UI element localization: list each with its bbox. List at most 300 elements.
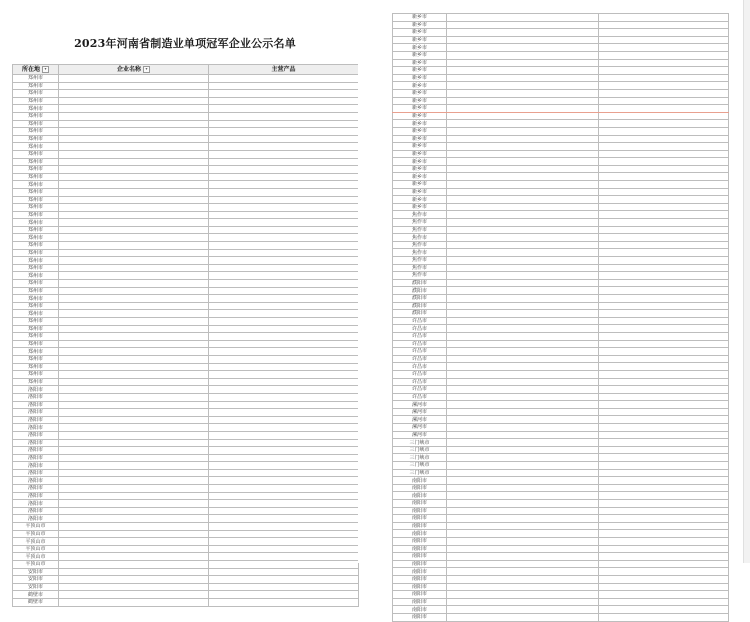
table-row[interactable] xyxy=(393,249,729,257)
table-row[interactable] xyxy=(393,310,729,318)
cell-product xyxy=(599,507,729,515)
cell-company-name xyxy=(447,484,599,492)
table-row[interactable] xyxy=(393,386,729,394)
table-row[interactable] xyxy=(13,181,359,189)
cell-product xyxy=(209,135,359,143)
table-row[interactable] xyxy=(393,196,729,204)
table-row[interactable] xyxy=(13,211,359,219)
cell-company-name xyxy=(447,29,599,37)
table-row[interactable] xyxy=(13,424,359,432)
table-row[interactable] xyxy=(13,158,359,166)
cell-area: 南阳市 xyxy=(393,583,447,591)
cell-company-name xyxy=(447,150,599,158)
cell-company-name xyxy=(447,74,599,82)
table-row[interactable] xyxy=(393,272,729,280)
cell-product xyxy=(209,264,359,272)
table-row[interactable] xyxy=(393,408,729,416)
table-row[interactable] xyxy=(13,371,359,379)
cell-company-name xyxy=(59,264,209,272)
table-row[interactable] xyxy=(13,249,359,257)
table-row[interactable] xyxy=(13,500,359,508)
cell-area: 新乡市 xyxy=(393,181,447,189)
cell-product xyxy=(599,416,729,424)
cell-company-name xyxy=(59,485,209,493)
table-row[interactable] xyxy=(393,325,729,333)
cell-product xyxy=(209,173,359,181)
table-row[interactable] xyxy=(13,538,359,546)
header-product[interactable] xyxy=(209,65,359,75)
cell-company-name xyxy=(447,219,599,227)
cell-area: 南阳市 xyxy=(393,500,447,508)
table-row[interactable] xyxy=(13,166,359,174)
cell-product xyxy=(599,150,729,158)
table-row[interactable] xyxy=(13,393,359,401)
table-row[interactable] xyxy=(13,507,359,515)
cell-product xyxy=(599,272,729,280)
cell-area: 南阳市 xyxy=(393,522,447,530)
table-row[interactable] xyxy=(13,454,359,462)
table-row[interactable] xyxy=(13,150,359,158)
table-row[interactable] xyxy=(393,287,729,295)
cell-area: 新乡市 xyxy=(393,105,447,113)
table-row[interactable] xyxy=(393,424,729,432)
cell-company-name xyxy=(59,538,209,546)
cell-company-name xyxy=(59,204,209,212)
cell-company-name xyxy=(447,97,599,105)
table-row[interactable] xyxy=(393,484,729,492)
table-row[interactable] xyxy=(393,127,729,135)
table-row[interactable] xyxy=(393,181,729,189)
cell-product xyxy=(599,355,729,363)
table-row[interactable] xyxy=(393,51,729,59)
left-page xyxy=(12,13,358,606)
cell-area: 洛阳市 xyxy=(13,515,59,523)
cell-product xyxy=(209,204,359,212)
table-row[interactable] xyxy=(13,75,359,83)
table-row[interactable] xyxy=(13,591,359,599)
cell-area: 鹤壁市 xyxy=(13,591,59,599)
table-row[interactable] xyxy=(13,576,359,584)
cell-product xyxy=(599,378,729,386)
cell-product xyxy=(599,158,729,166)
table-row[interactable] xyxy=(393,560,729,568)
cell-area: 郑州市 xyxy=(13,188,59,196)
cell-product xyxy=(209,363,359,371)
cell-area: 南阳市 xyxy=(393,575,447,583)
table-row[interactable] xyxy=(393,500,729,508)
cell-product xyxy=(599,568,729,576)
table-row[interactable] xyxy=(393,477,729,485)
cell-product xyxy=(209,447,359,455)
table-row[interactable] xyxy=(393,97,729,105)
table-row[interactable] xyxy=(13,310,359,318)
table-row[interactable] xyxy=(13,583,359,591)
cell-product xyxy=(599,317,729,325)
cell-company-name xyxy=(447,82,599,90)
cell-area: 郑州市 xyxy=(13,204,59,212)
cell-company-name xyxy=(59,591,209,599)
table-row[interactable] xyxy=(393,21,729,29)
cell-product xyxy=(209,128,359,136)
cell-company-name xyxy=(447,454,599,462)
cell-product xyxy=(599,477,729,485)
cell-company-name xyxy=(59,188,209,196)
table-row[interactable] xyxy=(13,143,359,151)
table-row[interactable] xyxy=(393,294,729,302)
table-row[interactable] xyxy=(13,545,359,553)
cell-product xyxy=(599,575,729,583)
cell-company-name xyxy=(59,545,209,553)
table-row[interactable] xyxy=(393,302,729,310)
table-row[interactable] xyxy=(393,370,729,378)
cell-product xyxy=(209,112,359,120)
cell-area: 郑州市 xyxy=(13,355,59,363)
table-row[interactable] xyxy=(13,112,359,120)
table-row[interactable] xyxy=(13,355,359,363)
table-row[interactable] xyxy=(393,74,729,82)
cell-area: 许昌市 xyxy=(393,340,447,348)
cell-area: 许昌市 xyxy=(393,325,447,333)
cell-company-name xyxy=(447,287,599,295)
table-row[interactable] xyxy=(13,295,359,303)
cell-area: 新乡市 xyxy=(393,67,447,75)
table-row[interactable] xyxy=(393,203,729,211)
cell-product xyxy=(209,371,359,379)
cell-product xyxy=(599,294,729,302)
table-row[interactable] xyxy=(13,272,359,280)
cell-area: 新乡市 xyxy=(393,203,447,211)
table-row[interactable] xyxy=(393,545,729,553)
table-row[interactable] xyxy=(13,97,359,105)
table-row[interactable] xyxy=(393,393,729,401)
table-row[interactable] xyxy=(393,431,729,439)
table-row[interactable] xyxy=(13,264,359,272)
table-row[interactable] xyxy=(13,568,359,576)
table-row[interactable] xyxy=(13,105,359,113)
table-row[interactable] xyxy=(393,226,729,234)
cell-company-name xyxy=(447,257,599,265)
cell-product xyxy=(599,120,729,128)
cell-product xyxy=(599,226,729,234)
table-row[interactable] xyxy=(393,439,729,447)
cell-area: 郑州市 xyxy=(13,128,59,136)
table-row[interactable] xyxy=(13,462,359,470)
table-row[interactable] xyxy=(13,302,359,310)
cell-area: 三门峡市 xyxy=(393,446,447,454)
cell-product xyxy=(599,143,729,151)
table-row[interactable] xyxy=(393,522,729,530)
table-row[interactable] xyxy=(13,401,359,409)
scrollbar[interactable] xyxy=(743,0,750,563)
table-row[interactable] xyxy=(393,135,729,143)
table-row[interactable] xyxy=(393,279,729,287)
cell-area: 郑州市 xyxy=(13,242,59,250)
table-row[interactable] xyxy=(13,469,359,477)
table-row[interactable] xyxy=(393,29,729,37)
cell-company-name xyxy=(447,598,599,606)
cell-product xyxy=(599,127,729,135)
cell-company-name xyxy=(447,143,599,151)
cell-product xyxy=(209,196,359,204)
cell-product xyxy=(599,196,729,204)
table-row[interactable] xyxy=(13,348,359,356)
cell-company-name xyxy=(447,310,599,318)
cell-product xyxy=(599,515,729,523)
cell-product xyxy=(599,446,729,454)
cell-area: 漯河市 xyxy=(393,401,447,409)
cell-company-name xyxy=(447,211,599,219)
cell-area: 郑州市 xyxy=(13,318,59,326)
table-row[interactable] xyxy=(393,606,729,614)
table-row[interactable] xyxy=(393,44,729,52)
cell-area: 郑州市 xyxy=(13,150,59,158)
cell-product xyxy=(599,522,729,530)
cell-company-name xyxy=(447,439,599,447)
table-row[interactable] xyxy=(393,530,729,538)
table-row[interactable] xyxy=(13,416,359,424)
table-row[interactable] xyxy=(13,135,359,143)
cell-product xyxy=(599,44,729,52)
table-row[interactable] xyxy=(393,591,729,599)
cell-area: 焦作市 xyxy=(393,219,447,227)
cell-product xyxy=(209,545,359,553)
cell-company-name xyxy=(59,583,209,591)
cell-company-name xyxy=(447,59,599,67)
table-row[interactable] xyxy=(13,340,359,348)
table-row[interactable] xyxy=(393,462,729,470)
header-area[interactable] xyxy=(13,65,59,75)
cell-area: 许昌市 xyxy=(393,332,447,340)
cell-product xyxy=(599,530,729,538)
cell-company-name xyxy=(59,226,209,234)
table-row[interactable] xyxy=(13,188,359,196)
table-row[interactable] xyxy=(393,143,729,151)
cell-area: 洛阳市 xyxy=(13,454,59,462)
cell-company-name xyxy=(447,135,599,143)
table-row[interactable] xyxy=(13,257,359,265)
cell-area: 焦作市 xyxy=(393,241,447,249)
table-row[interactable] xyxy=(393,188,729,196)
table-row[interactable] xyxy=(393,150,729,158)
cell-area: 郑州市 xyxy=(13,120,59,128)
cell-area: 郑州市 xyxy=(13,272,59,280)
cell-product xyxy=(599,21,729,29)
cell-area: 漯河市 xyxy=(393,431,447,439)
table-row[interactable] xyxy=(393,241,729,249)
cell-company-name xyxy=(447,507,599,515)
cell-product xyxy=(599,211,729,219)
table-row[interactable] xyxy=(393,67,729,75)
cell-company-name xyxy=(59,416,209,424)
cell-product xyxy=(599,408,729,416)
cell-company-name xyxy=(447,530,599,538)
cell-area: 南阳市 xyxy=(393,515,447,523)
cell-area: 新乡市 xyxy=(393,112,447,120)
table-row[interactable] xyxy=(13,173,359,181)
table-row[interactable] xyxy=(393,340,729,348)
cell-product xyxy=(599,469,729,477)
cell-area: 焦作市 xyxy=(393,234,447,242)
cell-product xyxy=(599,500,729,508)
cell-company-name xyxy=(59,166,209,174)
table-row[interactable] xyxy=(393,348,729,356)
table-row[interactable] xyxy=(13,386,359,394)
table-row[interactable] xyxy=(13,553,359,561)
table-row[interactable] xyxy=(393,537,729,545)
table-row[interactable] xyxy=(13,90,359,98)
cell-company-name xyxy=(447,51,599,59)
table-row[interactable] xyxy=(13,226,359,234)
table-row[interactable] xyxy=(13,561,359,569)
table-row[interactable] xyxy=(393,105,729,113)
cell-company-name xyxy=(59,333,209,341)
cell-company-name xyxy=(59,82,209,90)
cell-product xyxy=(599,492,729,500)
page-title: 2023年河南省制造业单项冠军企业公示名单 xyxy=(74,37,296,50)
table-row[interactable] xyxy=(393,59,729,67)
table-row[interactable] xyxy=(13,409,359,417)
cell-company-name xyxy=(59,523,209,531)
cell-company-name xyxy=(447,264,599,272)
cell-area: 许昌市 xyxy=(393,393,447,401)
table-row[interactable] xyxy=(13,447,359,455)
table-row[interactable] xyxy=(13,234,359,242)
cell-area: 郑州市 xyxy=(13,310,59,318)
table-row[interactable] xyxy=(393,264,729,272)
table-row[interactable] xyxy=(13,492,359,500)
table-row[interactable] xyxy=(393,120,729,128)
table-row[interactable] xyxy=(393,89,729,97)
cell-area: 洛阳市 xyxy=(13,447,59,455)
table-row[interactable] xyxy=(13,242,359,250)
table-row[interactable] xyxy=(393,515,729,523)
table-row[interactable] xyxy=(13,363,359,371)
cell-product xyxy=(209,469,359,477)
table-row[interactable] xyxy=(393,568,729,576)
table-row[interactable] xyxy=(13,128,359,136)
cell-area: 郑州市 xyxy=(13,257,59,265)
cell-company-name xyxy=(447,606,599,614)
cell-product xyxy=(599,234,729,242)
table-row[interactable] xyxy=(393,454,729,462)
cell-product xyxy=(209,507,359,515)
table-row[interactable] xyxy=(393,211,729,219)
table-row[interactable] xyxy=(393,583,729,591)
cell-product xyxy=(599,279,729,287)
table-row[interactable] xyxy=(393,401,729,409)
cell-product xyxy=(209,416,359,424)
cell-company-name xyxy=(59,568,209,576)
table-row[interactable] xyxy=(393,469,729,477)
table-row[interactable] xyxy=(393,332,729,340)
cell-company-name xyxy=(447,363,599,371)
table-row[interactable] xyxy=(13,287,359,295)
table-row[interactable] xyxy=(13,523,359,531)
cell-area: 洛阳市 xyxy=(13,462,59,470)
cell-area: 南阳市 xyxy=(393,492,447,500)
filter-dropdown-icon[interactable]: ▾ xyxy=(143,66,150,73)
table-row[interactable] xyxy=(13,280,359,288)
table-row[interactable] xyxy=(393,553,729,561)
table-row[interactable] xyxy=(393,165,729,173)
table-row[interactable] xyxy=(13,219,359,227)
table-row[interactable] xyxy=(393,575,729,583)
table-row[interactable] xyxy=(13,333,359,341)
cell-area: 洛阳市 xyxy=(13,492,59,500)
table-row[interactable] xyxy=(13,378,359,386)
filter-dropdown-icon[interactable]: ▾ xyxy=(42,66,49,73)
table-row[interactable] xyxy=(13,431,359,439)
cell-company-name xyxy=(447,522,599,530)
table-row[interactable] xyxy=(393,598,729,606)
cell-area: 洛阳市 xyxy=(13,386,59,394)
table-row[interactable] xyxy=(13,530,359,538)
table-row[interactable] xyxy=(393,112,729,120)
cell-area: 南阳市 xyxy=(393,537,447,545)
cell-product xyxy=(599,537,729,545)
table-row[interactable] xyxy=(393,378,729,386)
cell-company-name xyxy=(59,355,209,363)
cell-company-name xyxy=(59,454,209,462)
table-row[interactable] xyxy=(13,204,359,212)
cell-product xyxy=(599,606,729,614)
table-row[interactable] xyxy=(13,82,359,90)
table-row[interactable] xyxy=(393,355,729,363)
table-row[interactable] xyxy=(393,257,729,265)
cell-company-name xyxy=(447,446,599,454)
cell-area: 南阳市 xyxy=(393,560,447,568)
cell-product xyxy=(599,363,729,371)
table-row[interactable] xyxy=(393,82,729,90)
cell-area: 郑州市 xyxy=(13,371,59,379)
cell-area: 新乡市 xyxy=(393,158,447,166)
table-row[interactable] xyxy=(13,485,359,493)
cell-company-name xyxy=(447,613,599,621)
table-row[interactable] xyxy=(393,492,729,500)
table-row[interactable] xyxy=(393,14,729,22)
cell-area: 安阳市 xyxy=(13,583,59,591)
table-row[interactable] xyxy=(393,317,729,325)
table-row[interactable] xyxy=(13,515,359,523)
cell-company-name xyxy=(447,317,599,325)
table-row[interactable] xyxy=(393,613,729,621)
cell-company-name xyxy=(59,128,209,136)
table-row[interactable] xyxy=(393,363,729,371)
table-row[interactable] xyxy=(393,234,729,242)
table-row[interactable] xyxy=(13,120,359,128)
cell-product xyxy=(599,310,729,318)
table-row[interactable] xyxy=(13,439,359,447)
table-row[interactable] xyxy=(393,219,729,227)
cell-product xyxy=(209,355,359,363)
table-row[interactable] xyxy=(393,173,729,181)
table-row[interactable] xyxy=(393,446,729,454)
cell-area: 新乡市 xyxy=(393,51,447,59)
cell-area: 焦作市 xyxy=(393,249,447,257)
table-row[interactable] xyxy=(393,507,729,515)
table-row[interactable] xyxy=(13,598,359,606)
cell-company-name xyxy=(447,583,599,591)
table-row[interactable] xyxy=(13,196,359,204)
table-row[interactable] xyxy=(13,325,359,333)
header-name[interactable] xyxy=(59,65,209,75)
table-row[interactable] xyxy=(13,477,359,485)
table-row[interactable] xyxy=(393,158,729,166)
table-row[interactable] xyxy=(13,318,359,326)
table-row[interactable] xyxy=(393,36,729,44)
table-row[interactable] xyxy=(393,416,729,424)
cell-area: 洛阳市 xyxy=(13,469,59,477)
